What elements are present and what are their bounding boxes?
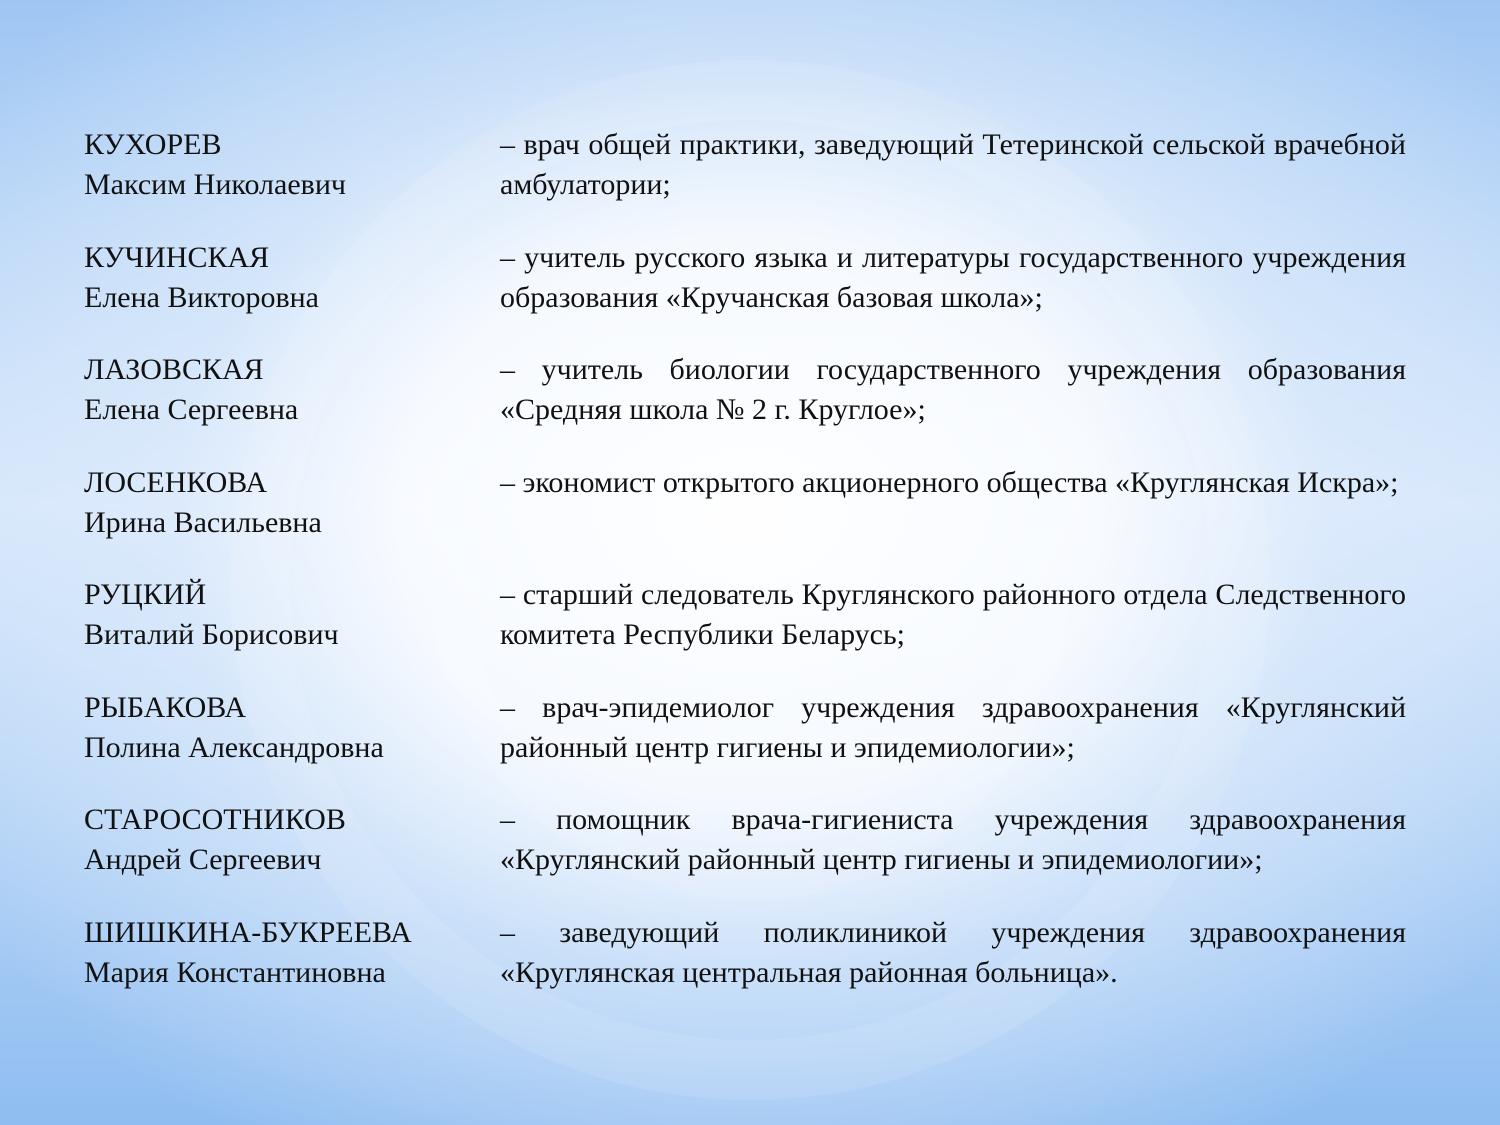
person-description: – врач-эпидемиолог учреждения здравоохранения «Круглянский районный центр гигиены и эпидемиологии»; [500,690,1406,764]
surname: ЛОСЕНКОВА [84,465,268,499]
person-description: – помощник врача-гигиениста учреждения здравоохранения «Круглянский районный центр гигиены и эпидемиологии»; [500,803,1406,876]
person-description: – экономист открытого акционерного общества «Круглянская Искра»; [500,465,1399,499]
given-names: Ирина Васильевна [84,505,322,539]
person-description: – старший следователь Круглянского районного отдела Следственного комитета Республики Беларусь; [500,578,1406,651]
list-item [84,238,1406,351]
surname: ШИШКИНА-БУКРЕЕВА [84,915,412,949]
person-name [84,575,500,688]
given-names: Полина Александровна [84,730,384,764]
surname: СТАРОСОТНИКОВ [84,803,346,836]
person-description: – учитель русского языка и литературы государственного учреждения образования «Кручанская базовая школа»; [500,240,1406,314]
person-description: – учитель биологии государственного учреждения образования «Средняя школа № 2 г. Круглое»; [500,353,1406,426]
list-item [84,688,1406,801]
person-name [84,125,500,238]
person-description: – заведующий поликлиникой учреждения здравоохранения «Круглянская центральная районная больница». [500,915,1406,989]
member-list [84,125,1406,1025]
list-item [84,350,1406,463]
person-name [84,913,500,1026]
person-name [84,463,500,576]
surname: КУХОРЕВ [84,128,222,161]
person-name [84,238,500,351]
person-name [84,688,500,801]
given-names: Максим Николаевич [84,168,346,201]
given-names: Елена Викторовна [84,280,319,314]
person-description: – врач общей практики, заведующий Тетеринской сельской врачебной амбулатории; [500,128,1406,201]
surname: КУЧИНСКАЯ [84,240,270,274]
given-names: Виталий Борисович [84,618,339,651]
list-item [84,913,1406,1026]
given-names: Андрей Сергеевич [84,843,322,876]
given-names: Елена Сергеевна [84,393,299,426]
person-name [84,800,500,913]
list-item [84,575,1406,688]
surname: ЛАЗОВСКАЯ [84,353,264,386]
list-item [84,463,1406,576]
given-names: Мария Константиновна [84,955,386,989]
surname: РУЦКИЙ [84,578,207,611]
surname: РЫБАКОВА [84,690,247,724]
list-item [84,125,1406,238]
list-item [84,800,1406,913]
person-name [84,350,500,463]
